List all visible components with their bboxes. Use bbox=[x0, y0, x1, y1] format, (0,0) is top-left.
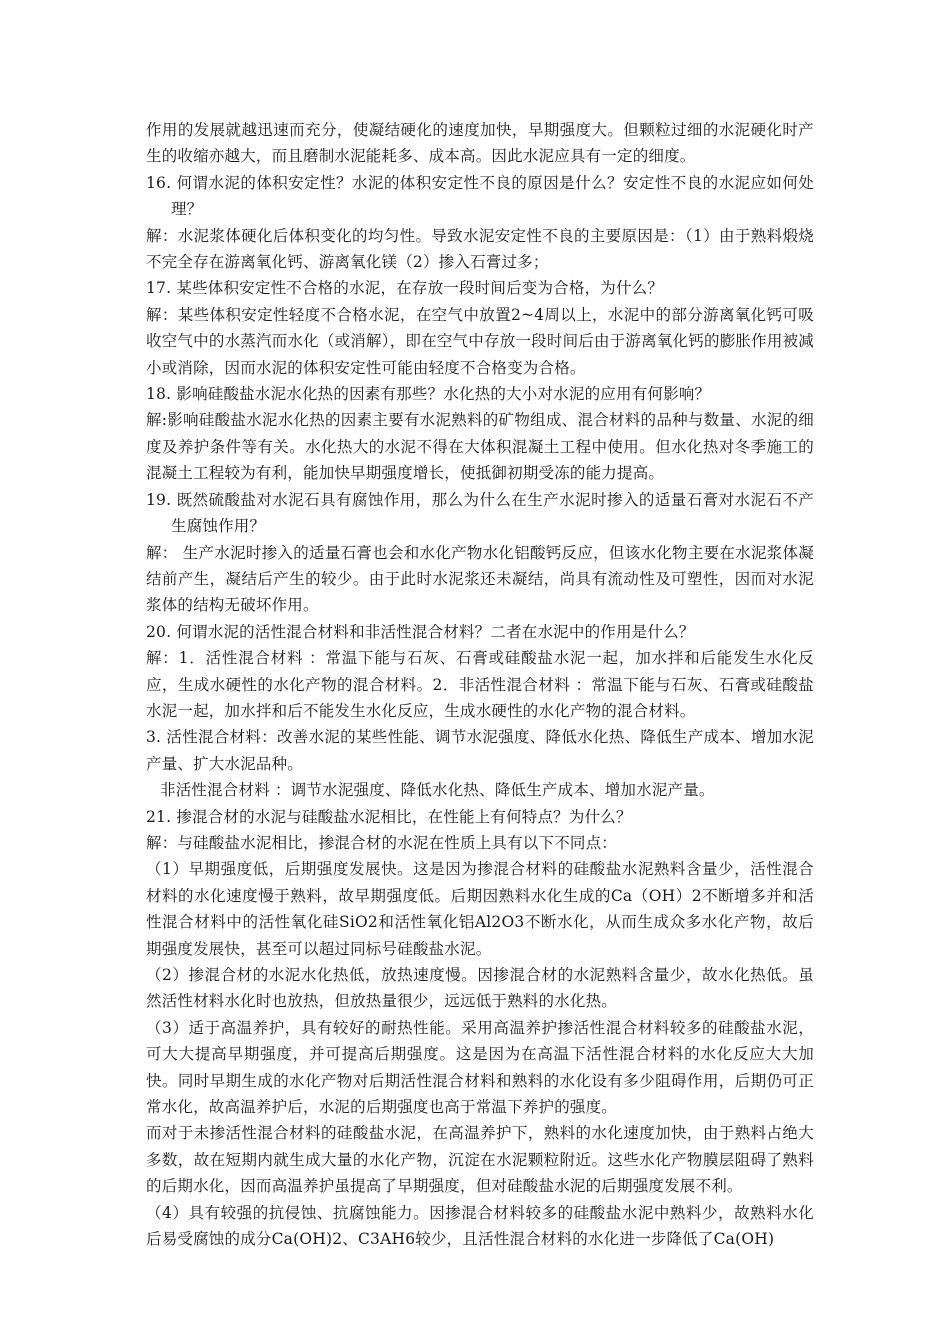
document-body bbox=[146, 117, 814, 1252]
paragraph-fineness-continued: 作用的发展就越迅速而充分，使凝结硬化的速度加快，早期强度大。但颗粒过细的水泥硬化时产生的收缩亦越大，而且磨制水泥能耗多、成本高。因此水泥应具有一定的细度。 bbox=[146, 121, 814, 166]
answer-19: 解： 生产水泥时掺入的适量石膏也会和水化产物水化铝酸钙反应，但该水化物主要在水泥浆体凝结前产生，凝结后产生的较少。由于此时水泥浆还未凝结，尚具有流动性及可塑性，因而对水泥浆体的结构无破坏作用。 bbox=[146, 543, 814, 615]
question-20: 20. 何谓水泥的活性混合材料和非活性混合材料？二者在水泥中的作用是什么？ bbox=[146, 622, 695, 641]
answer-17: 解：某些体积安定性轻度不合格水泥，在空气中放置2~4周以上，水泥中的部分游离氧化钙可吸收空气中的水蒸汽而水化（或消解），即在空气中存放一段时间后由于游离氧化钙的膨胀作用被减小或消除，因而水泥的体积安定性可能由轻度不合格变为合格。 bbox=[146, 305, 814, 377]
answer-21-point-4: （4）具有较强的抗侵蚀、抗腐蚀能力。因掺混合材料较多的硅酸盐水泥中熟料少，故熟料水化后易受腐蚀的成分Ca(OH)2、C3AH6较少，且活性混合材料的水化进一步降低了Ca(OH) bbox=[146, 1203, 814, 1249]
answer-21-point-2: （2）掺混合材的水泥水化热低，放热速度慢。因掺混合材的水泥熟料含量少，故水化热低。虽然活性材料水化时也放热，但放热量很少，远远低于熟料的水化热。 bbox=[146, 966, 814, 1011]
answer-21-point-3: （3）适于高温养护，具有较好的耐热性能。采用高温养护掺活性混合材料较多的硅酸盐水泥，可大大提高早期强度，并可提高后期强度。这是因为在高温下活性混合材料的水化反应大大加快。同时早期生成的水化产物对后期活性混合材料和熟料的水化设有多少阻碍作用，后期仍可正常水化，故高温养护后，水泥的后期强度也高于常温下养护的强度。 bbox=[146, 1018, 814, 1117]
answer-18: 解:影响硅酸盐水泥水化热的因素主要有水泥熟料的矿物组成、混合材料的品种与数量、水泥的细度及养护条件等有关。水化热大的水泥不得在大体积混凝土工程中使用。但水化热对冬季施工的混凝土工程较为有利，能加快早期强度增长，使抵御初期受冻的能力提高。 bbox=[146, 411, 814, 483]
answer-20-inactive: 非活性混合材料 ：调节水泥强度、降低水化热、降低生产成本、增加水泥产量。 bbox=[160, 781, 715, 800]
question-19: 19. 既然硫酸盐对水泥石具有腐蚀作用，那么为什么在生产水泥时掺入的适量石膏对水泥石不产生腐蚀作用？ bbox=[146, 490, 814, 536]
answer-21-point-3-cont: 而对于未掺活性混合材料的硅酸盐水泥，在高温养护下，熟料的水化速度加快，由于熟料占绝大多数，故在短期内就生成大量的水化产物，沉淀在水泥颗粒附近。这些水化产物膜层阻碍了熟料的后期水化，因而高温养护虽提高了早期强度，但对硅酸盐水泥的后期强度发展不利。 bbox=[146, 1124, 814, 1196]
answer-16: 解：水泥浆体硬化后体积变化的均匀性。导致水泥安定性不良的主要原因是：（1）由于熟料煅烧不完全存在游离氧化钙、游离氧化镁（2）掺入石膏过多； bbox=[146, 226, 814, 272]
answer-21-point-1: （1）早期强度低，后期强度发展快。这是因为掺混合材料的硅酸盐水泥熟料含量少，活性混合材料的水化速度慢于熟料，故早期强度低。后期因熟料水化生成的Ca（OH）2不断增多并和活性混合材料中的活性氧化硅SiO2和活性氧化铝Al2O3不断水化，从而生成众多水化产物，故后期强度发展快，甚至可以超过同标号硅酸盐水泥。 bbox=[146, 860, 814, 958]
answer-20-point-3: 3. 活性混合材料：改善水泥的某些性能、调节水泥强度、降低水化热、降低生产成本、增加水泥产量、扩大水泥品种。 bbox=[146, 728, 814, 773]
question-16: 16. 何谓水泥的体积安定性？水泥的体积安定性不良的原因是什么？安定性不良的水泥应如何处理？ bbox=[146, 173, 814, 219]
question-21: 21. 掺混合材的水泥与硅酸盐水泥相比，在性能上有何特点？为什么？ bbox=[146, 807, 632, 826]
answer-21-intro: 解：与硅酸盐水泥相比，掺混合材的水泥在性质上具有以下不同点： bbox=[146, 833, 618, 852]
question-18: 18. 影响硅酸盐水泥水化热的因素有那些？水化热的大小对水泥的应用有何影响？ bbox=[146, 385, 711, 404]
question-17: 17. 某些体积安定性不合格的水泥，在存放一段时间后变为合格，为什么？ bbox=[146, 279, 664, 298]
answer-20: 解：1．活性混合材料 ：常温下能与石灰、石膏或硅酸盐水泥一起，加水拌和后能发生水化反应，生成水硬性的水化产物的混合材料。2．非活性混合材料 ：常温下能与石灰、石膏或硅酸盐水泥一起，加水拌和后不能发生水化反应，生成水硬性的水化产物的混合材料。 bbox=[146, 649, 814, 720]
